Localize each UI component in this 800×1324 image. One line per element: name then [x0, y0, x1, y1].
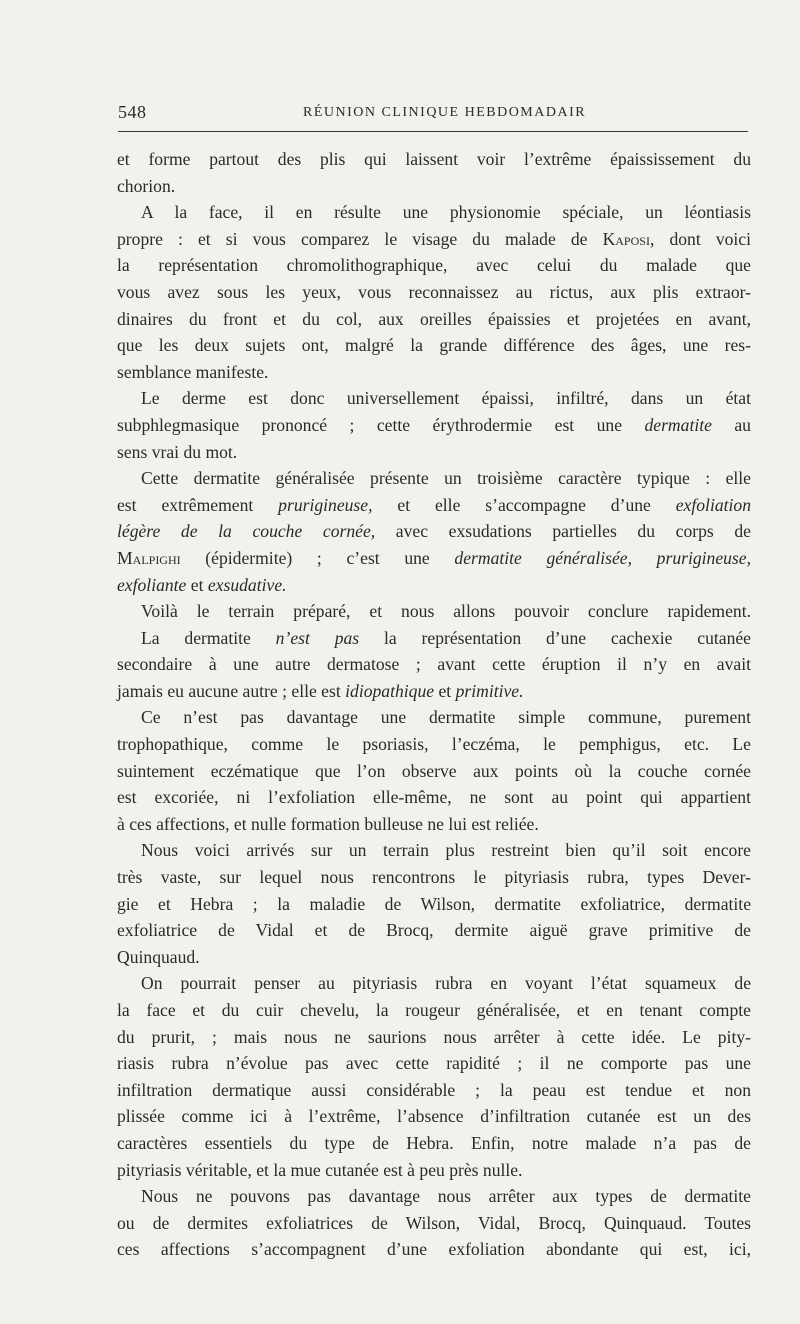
text-line: [117, 1130, 751, 1157]
text-segment: ou de dermites exfoliatrices de Wilson, Vidal, Brocq, Quinquaud. Toutes: [117, 1212, 751, 1233]
text-segment: Nous ne pouvons pas davantage nous arrêter aux types de dermatite: [141, 1186, 751, 1207]
italic-text: exfoliante: [117, 574, 187, 595]
text-segment: On pourrait penser au pityriasis rubra en voyant l’état squameux de: [141, 973, 751, 994]
text-line: [117, 1103, 751, 1130]
text-segment: (épidermite) ; c’est une: [180, 547, 455, 568]
text-line: [117, 385, 751, 412]
text-segment: très vaste, sur lequel nous rencontrons le pityriasis rubra, types Dever-: [117, 867, 751, 888]
body-text: [117, 146, 751, 1263]
text-line: [117, 1210, 751, 1237]
text-segment: secondaire à une autre dermatose ; avant cette éruption il n’y en avait: [117, 654, 751, 675]
text-line: [117, 917, 751, 944]
italic-text: prurigineuse,: [278, 494, 373, 515]
text-line: [117, 598, 751, 625]
text-segment: propre : et si vous comparez le visage du malade de: [117, 228, 603, 249]
text-segment: Nous voici arrivés sur un terrain plus restreint bien qu’il soit encore: [141, 840, 751, 861]
text-segment: la représentation chromolithographique, avec celui du malade que: [117, 255, 751, 276]
text-line: [117, 1024, 751, 1051]
text-segment: dinaires du front et du col, aux oreilles épaissies et projetées en avant,: [117, 308, 751, 329]
italic-text: dermatite: [644, 414, 712, 435]
text-segment: est excoriée, ni l’exfoliation elle-même, ne sont au point qui appartient: [117, 787, 751, 808]
text-line: [117, 811, 751, 838]
text-segment: , dont voici: [649, 228, 752, 249]
text-line: [117, 970, 751, 997]
text-segment: Voilà le terrain préparé, et nous allons pouvoir conclure rapidement.: [141, 601, 751, 622]
text-line: [117, 465, 751, 492]
text-line: [117, 1050, 751, 1077]
text-line: [117, 492, 751, 519]
italic-text: exfoliation: [675, 494, 751, 515]
text-line: [117, 1077, 751, 1104]
text-line: [117, 891, 751, 918]
text-segment: gie et Hebra ; la maladie de Wilson, dermatite exfoliatrice, dermatite: [117, 893, 751, 914]
text-line: [117, 572, 751, 599]
text-segment: sens vrai du mot.: [117, 441, 238, 462]
text-segment: du prurit, ; mais nous ne saurions nous arrêter à cette idée. Le pity-: [117, 1026, 751, 1047]
text-segment: et: [434, 680, 456, 701]
page-number: 548: [118, 102, 147, 122]
text-segment: et: [186, 574, 208, 595]
text-segment: A la face, il en résulte une physionomie spéciale, un léontiasis: [141, 202, 751, 223]
text-line: [117, 545, 751, 572]
text-segment: et forme partout des plis qui laissent voir l’extrême épaississement du: [117, 149, 751, 169]
text-segment: exfoliatrice de Vidal et de Brocq, dermite aiguë grave primitive de: [117, 920, 751, 941]
text-segment: ces affections s’accompagnent d’une exfoliation abondante qui est, ici,: [117, 1239, 751, 1260]
text-line: [117, 173, 751, 200]
running-title: RÉUNION CLINIQUE HEBDOMADAIR: [303, 105, 587, 120]
text-line: [117, 439, 751, 466]
text-line: [117, 651, 751, 678]
header-rule: [118, 131, 748, 132]
text-line: [117, 997, 751, 1024]
small-caps-name: Malpighi: [117, 547, 181, 568]
text-segment: Cette dermatite généralisée présente un troisième caractère typique : elle: [141, 468, 751, 489]
text-segment: subphlegmasique prononcé ; cette érythrodermie est une: [117, 414, 645, 435]
text-line: [117, 944, 751, 971]
text-segment: est extrêmement: [117, 494, 279, 515]
text-line: [117, 199, 751, 226]
text-line: [117, 678, 751, 705]
text-segment: Ce n’est pas davantage une dermatite simple commune, purement: [141, 707, 751, 728]
text-line: [117, 704, 751, 731]
text-line: [117, 731, 751, 758]
text-line: [117, 252, 751, 279]
text-line: [117, 518, 751, 545]
italic-text: idiopathique: [345, 680, 435, 701]
text-line: [117, 1157, 751, 1184]
small-caps-name: Kaposi: [602, 228, 650, 249]
text-segment: trophopathique, comme le psoriasis, l’eczéma, le pemphigus, etc. Le: [117, 734, 751, 755]
page-header: [118, 102, 750, 126]
text-line: [117, 332, 751, 359]
text-segment: vous avez sous les yeux, vous reconnaissez au rictus, aux plis extraor-: [117, 281, 751, 302]
text-segment: au: [711, 414, 751, 435]
text-line: [117, 306, 751, 333]
text-segment: avec exsudations partielles du corps de: [375, 521, 751, 542]
text-segment: chorion.: [117, 175, 176, 196]
text-line: [117, 784, 751, 811]
text-segment: Quinquaud.: [117, 946, 200, 967]
text-segment: que les deux sujets ont, malgré la grande différence des âges, une res-: [117, 335, 751, 356]
text-segment: suintement eczématique que l’on observe aux points où la couche cornée: [117, 760, 751, 781]
text-line: [117, 758, 751, 785]
text-segment: la face et du cuir chevelu, la rougeur généralisée, et en tenant compte: [117, 1000, 751, 1020]
text-segment: plissée comme ici à l’extrême, l’absence d’infiltration cutanée est un des: [117, 1106, 751, 1127]
text-line: [117, 412, 751, 439]
text-segment: La dermatite: [141, 627, 276, 648]
text-line: [117, 1236, 751, 1263]
text-line: [117, 864, 751, 891]
italic-text: légère de la couche cornée,: [117, 521, 376, 542]
text-line: [117, 146, 751, 173]
italic-text: primitive.: [455, 680, 524, 701]
text-segment: infiltration dermatique aussi considérable ; la peau est tendue et non: [117, 1079, 751, 1100]
text-segment: à ces affections, et nulle formation bulleuse ne lui est reliée.: [117, 813, 539, 834]
text-segment: pityriasis véritable, et la mue cutanée est à peu près nulle.: [117, 1159, 523, 1180]
text-segment: et elle s’accompagne d’une: [372, 494, 676, 515]
text-segment: Le derme est donc universellement épaissi, infiltré, dans un état: [141, 388, 751, 409]
text-line: [117, 837, 751, 864]
text-line: [117, 625, 751, 652]
italic-text: exsudative.: [207, 574, 287, 595]
text-segment: la représentation d’une cachexie cutanée: [359, 627, 751, 648]
text-line: [117, 226, 751, 253]
italic-text: n’est pas: [275, 627, 360, 648]
text-segment: riasis rubra n’évolue pas avec cette rapidité ; il ne comporte pas une: [117, 1053, 751, 1074]
text-line: [117, 359, 751, 386]
text-segment: jamais eu aucune autre ; elle est: [117, 680, 346, 701]
text-segment: caractères essentiels du type de Hebra. Enfin, notre malade n’a pas de: [117, 1132, 751, 1153]
text-line: [117, 1183, 751, 1210]
text-segment: semblance manifeste.: [117, 361, 269, 382]
text-line: [117, 279, 751, 306]
italic-text: dermatite généralisée, prurigineuse,: [454, 547, 751, 568]
